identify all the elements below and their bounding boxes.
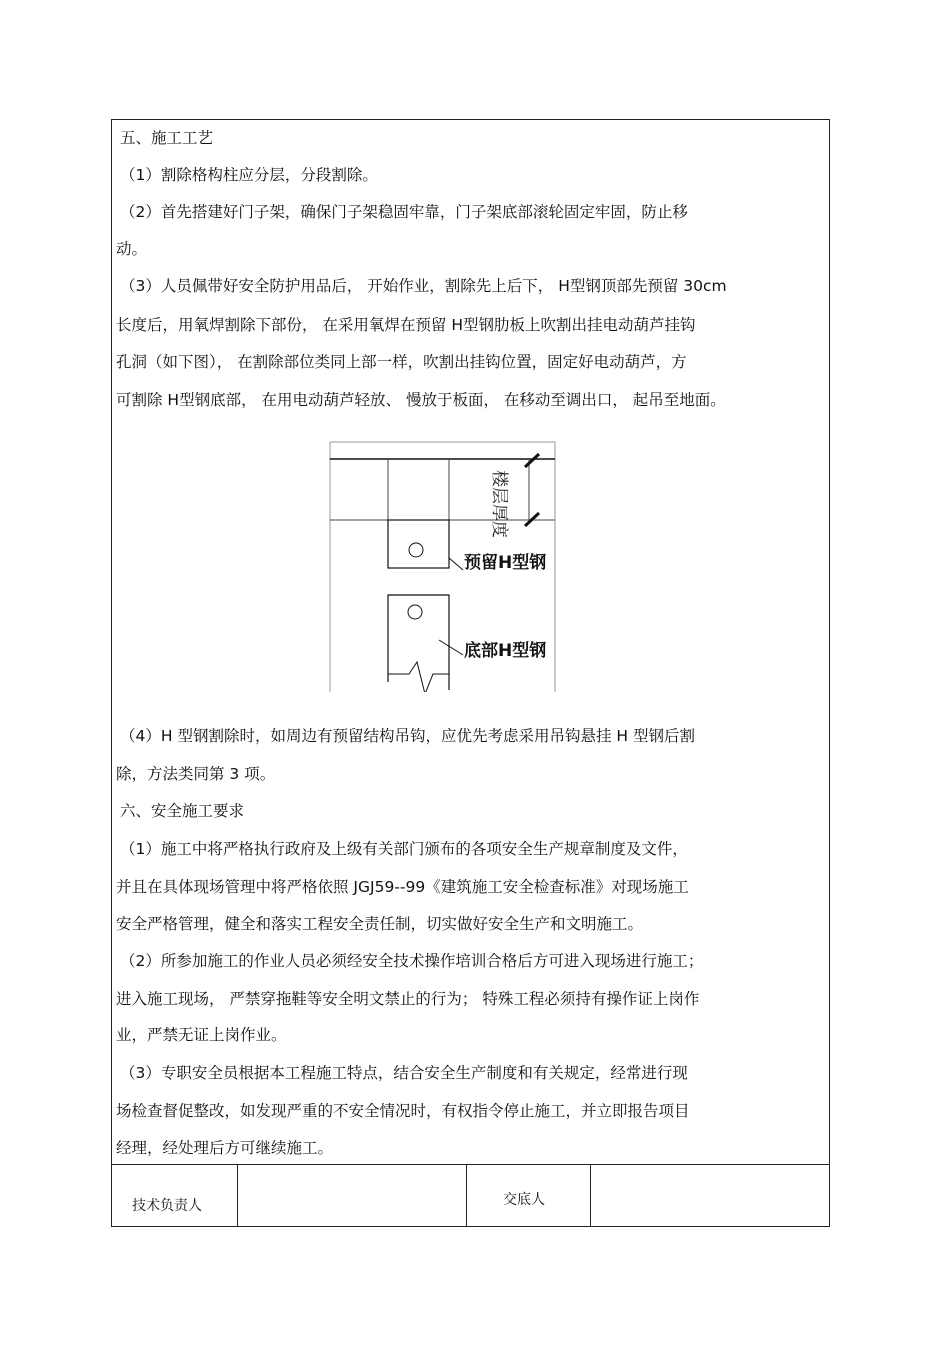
section-5-line-2: （2）首先搭建好门子架，确保门子架稳固牢靠，门子架底部滚轮固定牢固，防止移 xyxy=(120,203,688,221)
section-5-line-7: 可割除 H型钢底部， 在用电动葫芦轻放、 慢放于板面， 在移动至调出口， 起吊至地面。 xyxy=(116,391,726,409)
section-6-line-1: （1）施工中将严格执行政府及上级有关部门颁布的各项安全生产规章制度及文件， xyxy=(120,840,688,858)
section-6-line-9: 经理，经处理后方可继续施工。 xyxy=(116,1139,334,1157)
section-6-line-5: 进入施工现场， 严禁穿拖鞋等安全明文禁止的行为； 特殊工程必须持有操作证上岗作 xyxy=(116,990,700,1008)
section-5-line-6: 孔洞（如下图）， 在割除部位类同上部一样，吹割出挂钩位置，固定好电动葫芦，方 xyxy=(116,353,687,371)
tech-lead-label-cell xyxy=(112,1165,238,1226)
section-5-line-4: （3）人员佩带好安全防护用品后， 开始作业，割除先上后下， H型钢顶部先预留 30cm xyxy=(120,277,727,295)
section-5-line-1: （1）割除格构柱应分层，分段割除。 xyxy=(120,166,378,184)
section-6-title: 六、安全施工要求 xyxy=(120,802,245,820)
section-6-line-3: 安全严格管理，健全和落实工程安全责任制，切实做好安全生产和文明施工。 xyxy=(116,915,644,933)
section-6-line-6: 业，严禁无证上岗作业。 xyxy=(116,1026,287,1044)
handover-label-cell xyxy=(467,1165,591,1226)
section-5-line-9: 除，方法类同第 3 项。 xyxy=(116,765,276,783)
section-6-line-4: （2）所参加施工的作业人员必须经安全技术操作培训合格后方可进入现场进行施工； xyxy=(120,952,704,970)
section-5-line-8: （4）H 型钢割除时，如周边有预留结构吊钩，应优先考虑采用吊钩悬挂 H 型钢后割 xyxy=(120,727,695,745)
handover-label: 交底人 xyxy=(503,1192,545,1208)
bottom-h-steel-label: 底部H型钢 xyxy=(464,641,547,661)
handover-signature-cell[interactable] xyxy=(591,1165,829,1226)
section-5-title: 五、施工工艺 xyxy=(120,129,214,147)
tech-lead-label: 技术负责人 xyxy=(132,1198,202,1214)
signature-row xyxy=(112,1164,829,1226)
reserved-h-steel-label: 预留H型钢 xyxy=(464,553,547,573)
section-6-line-7: （3）专职安全员根据本工程施工特点，结合安全生产制度和有关规定，经常进行现 xyxy=(120,1064,688,1082)
document-frame xyxy=(111,119,830,1227)
section-6-line-8: 场检查督促整改，如发现严重的不安全情况时，有权指令停止施工，并立即报告项目 xyxy=(116,1102,690,1120)
h-steel-cutting-diagram xyxy=(329,440,559,692)
section-6-line-2: 并且在具体现场管理中将严格依照 JGJ59--99《建筑施工安全检查标准》对现场施工 xyxy=(116,878,689,896)
slab-thickness-label: 楼层厚度 xyxy=(489,470,509,538)
tech-lead-signature-cell[interactable] xyxy=(238,1165,467,1226)
section-5-line-5: 长度后，用氧焊割除下部份， 在采用氧焊在预留 H型钢肋板上吹割出挂电动葫芦挂钩 xyxy=(116,316,696,334)
section-5-line-3: 动。 xyxy=(116,240,148,258)
